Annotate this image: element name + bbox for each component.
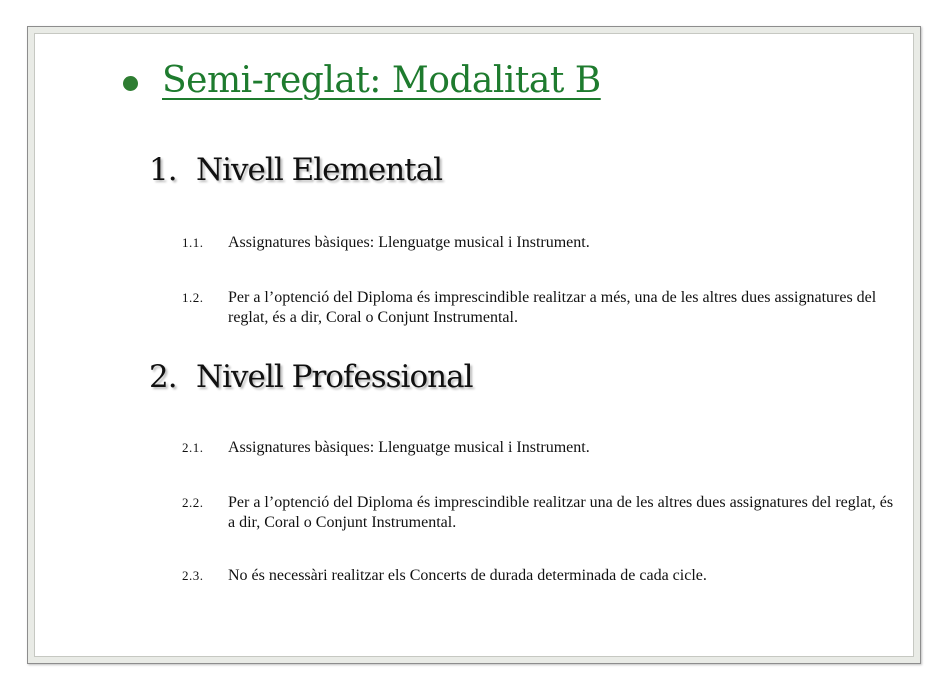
item-number: 2.3. [182,568,204,583]
section-heading-2 [149,359,473,395]
list-item-2-2 [182,493,902,533]
list-item-1-2 [182,288,902,328]
section-number: 2. [149,359,177,395]
section-title: Nivell Professional [196,359,473,395]
item-text: No és necessàri realitzar els Concerts de durada determinada de cada cicle. [228,567,707,584]
list-item-1-1 [182,233,902,253]
item-number: 2.2. [182,495,204,510]
section-number: 1. [149,152,177,188]
item-text: Per a l’optenció del Diploma és imprescindible realitzar a més, una de les altres dues assignatures del reglat, és a dir, Coral o Conjunt Instrumental. [228,289,877,326]
item-text: Per a l’optenció del Diploma és imprescindible realitzar una de les altres dues assignatures del reglat, és a dir, Coral o Conjunt Instrumental. [228,494,894,531]
slide-frame [27,26,921,664]
item-text: Assignatures bàsiques: Llenguatge musical i Instrument. [228,439,590,456]
item-number: 2.1. [182,440,204,455]
slide-title: Semi-reglat: Modalitat B [162,60,601,101]
bullet-dot-icon [123,76,138,91]
slide-content [34,33,914,657]
section-heading-1 [149,152,442,188]
item-number: 1.2. [182,290,204,305]
list-item-2-3 [182,566,902,586]
title-row [123,60,601,101]
list-item-2-1 [182,438,902,458]
section-title: Nivell Elemental [196,152,443,188]
item-number: 1.1. [182,235,204,250]
item-text: Assignatures bàsiques: Llenguatge musical i Instrument. [228,234,590,251]
